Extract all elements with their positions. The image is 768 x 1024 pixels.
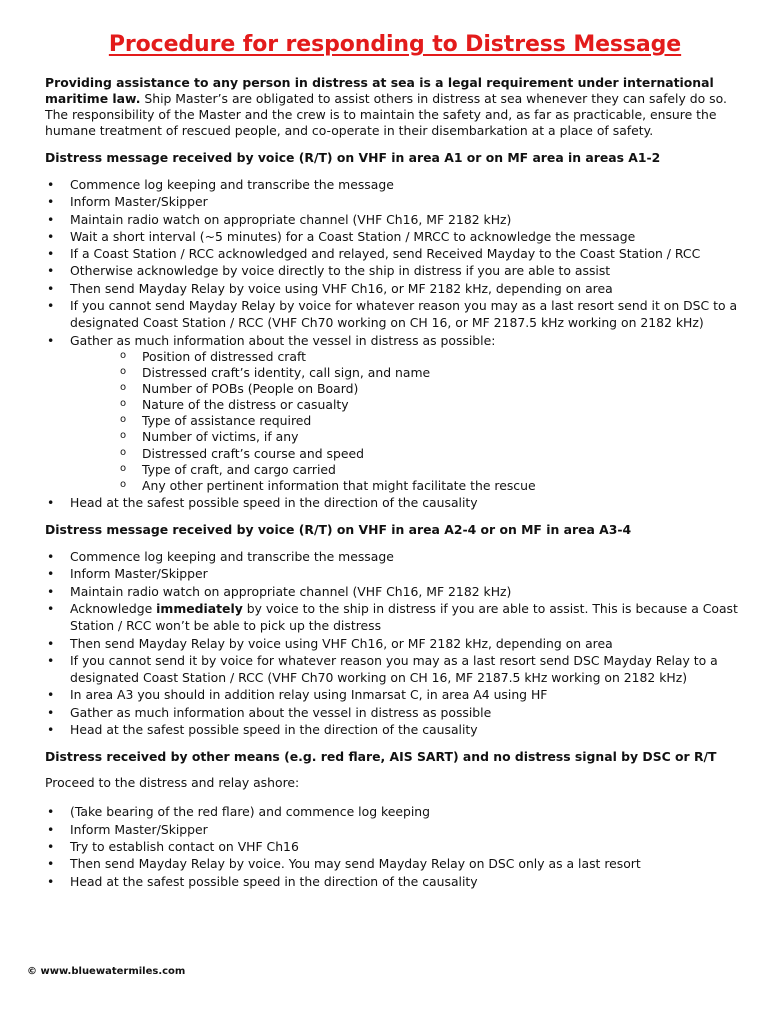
list-item: • Head at the safest possible speed in the direction of the causality <box>45 721 745 738</box>
list-item: • In area A3 you should in addition relay using Inmarsat C, in area A4 using HF <box>45 686 745 703</box>
ack-suffix: by voice to the ship in distress if you are able to assist. This is because a Coast Station / RCC won’t be able to pick up the distress <box>70 601 738 634</box>
list-item: • Head at the safest possible speed in the direction of the causality <box>45 873 745 890</box>
list-item: • Inform Master/Skipper <box>45 821 745 838</box>
section1-list <box>45 176 745 511</box>
sublist-item: o Type of assistance required <box>117 413 745 429</box>
list-item: • Commence log keeping and transcribe the message <box>45 548 745 565</box>
sublist-item: o Number of POBs (People on Board) <box>117 381 745 397</box>
list-item: • If you cannot send it by voice for whatever reason you may as a last resort send DSC Mayday Relay to a designated Coast Station / RCC (VHF Ch70 working on CH 16, MF 2187.5 kHz working on 2182 kHz) <box>45 652 745 687</box>
list-item: • Commence log keeping and transcribe the message <box>45 176 745 193</box>
section2-list <box>45 548 745 738</box>
list-item: • Maintain radio watch on appropriate channel (VHF Ch16, MF 2182 kHz) <box>45 211 745 228</box>
sublist-item: o Any other pertinent information that might facilitate the rescue <box>117 478 745 494</box>
section1-heading: Distress message received by voice (R/T) on VHF in area A1 or on MF area in areas A1-2 <box>45 150 661 165</box>
sublist-item: o Number of victims, if any <box>117 429 745 445</box>
document-page <box>45 32 745 901</box>
list-item: • Head at the safest possible speed in the direction of the causality <box>45 494 745 511</box>
list-item: • Inform Master/Skipper <box>45 193 745 210</box>
list-item: • If a Coast Station / RCC acknowledged and relayed, send Received Mayday to the Coast Station / RCC <box>45 245 745 262</box>
list-item: • Then send Mayday Relay by voice using VHF Ch16, or MF 2182 kHz, depending on area <box>45 635 745 652</box>
page-title: Procedure for responding to Distress Message <box>108 32 682 57</box>
list-item: • Inform Master/Skipper <box>45 565 745 582</box>
intro-text: Ship Master’s are obligated to assist others in distress at sea whenever they can safely do so. The responsibility of the Master and the crew is to maintain the safety and, as far as practicable, ensure the humane treatment of rescued people, and co-operate in their disembarkation at a place of safety. <box>45 91 727 138</box>
list-item-text: Gather as much information about the vessel in distress as possible: <box>70 332 496 348</box>
sublist-item: o Distressed craft’s course and speed <box>117 446 745 462</box>
ack-emphasis: immediately <box>156 601 243 616</box>
list-item: • (Take bearing of the red flare) and commence log keeping <box>45 803 745 820</box>
list-item: • Gather as much information about the vessel in distress as possible <box>45 704 745 721</box>
sublist-item: o Nature of the distress or casualty <box>117 397 745 413</box>
list-item: • If you cannot send Mayday Relay by voice for whatever reason you may as a last resort send it on DSC to a designated Coast Station / RCC (VHF Ch70 working on CH 16, or MF 2187.5 kHz working on 2182 kHz) <box>45 297 745 332</box>
list-item: • Otherwise acknowledge by voice directly to the ship in distress if you are able to assist <box>45 262 745 279</box>
section3-heading: Distress received by other means (e.g. red flare, AIS SART) and no distress signal by DSC or R/T <box>45 749 717 765</box>
list-item <box>45 332 745 494</box>
section2-heading: Distress message received by voice (R/T) on VHF in area A2-4 or on MF in area A3-4 <box>45 522 632 538</box>
intro-bold: Providing assistance to any person in distress at sea is a legal requirement under international maritime law. <box>45 75 714 106</box>
list-item: • Wait a short interval (~5 minutes) for a Coast Station / MRCC to acknowledge the message <box>45 228 745 245</box>
ack-prefix: Acknowledge <box>70 601 157 616</box>
list-item: • Then send Mayday Relay by voice. You may send Mayday Relay on DSC only as a last resort <box>45 855 745 872</box>
list-item: • Then send Mayday Relay by voice using VHF Ch16, or MF 2182 kHz, depending on area <box>45 280 745 297</box>
section3-lead: Proceed to the distress and relay ashore: <box>45 775 300 791</box>
sublist-item: o Type of craft, and cargo carried <box>117 462 745 478</box>
sublist-item: o Distressed craft’s identity, call sign, and name <box>117 365 745 381</box>
section3-list <box>45 803 745 889</box>
footer-copyright: © www.bluewatermiles.com <box>27 966 186 977</box>
list-item <box>45 600 745 635</box>
intro-paragraph <box>45 75 745 139</box>
sublist-item: o Position of distressed craft <box>117 349 745 365</box>
list-item: • Maintain radio watch on appropriate channel (VHF Ch16, MF 2182 kHz) <box>45 583 745 600</box>
sublist <box>70 349 745 494</box>
list-item: • Try to establish contact on VHF Ch16 <box>45 838 745 855</box>
